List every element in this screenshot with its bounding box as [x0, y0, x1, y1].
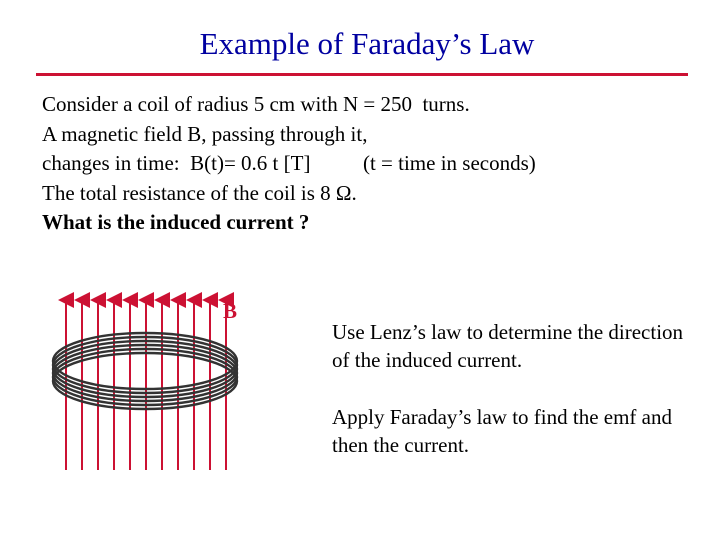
- problem-line: Consider a coil of radius 5 cm with N = 250 turns.: [42, 92, 470, 116]
- problem-line: The total resistance of the coil is 8 Ω.: [42, 180, 357, 205]
- problem-line: changes in time: B(t)= 0.6 t [T] (t = time in seconds): [42, 151, 536, 175]
- faraday-note: Apply Faraday’s law to find the emf and then the current.: [332, 405, 672, 457]
- field-lines: [66, 300, 226, 470]
- title-underline: [36, 73, 688, 76]
- problem-question: What is the induced current ?: [42, 210, 310, 234]
- page-title: Example of Faraday’s Law: [199, 26, 535, 61]
- lenz-note: Use Lenz’s law to determine the direction of the induced current.: [332, 320, 684, 372]
- problem-line: A magnetic field B, passing through it,: [42, 121, 368, 146]
- problem-statement: [42, 90, 702, 238]
- field-label: B: [223, 299, 238, 323]
